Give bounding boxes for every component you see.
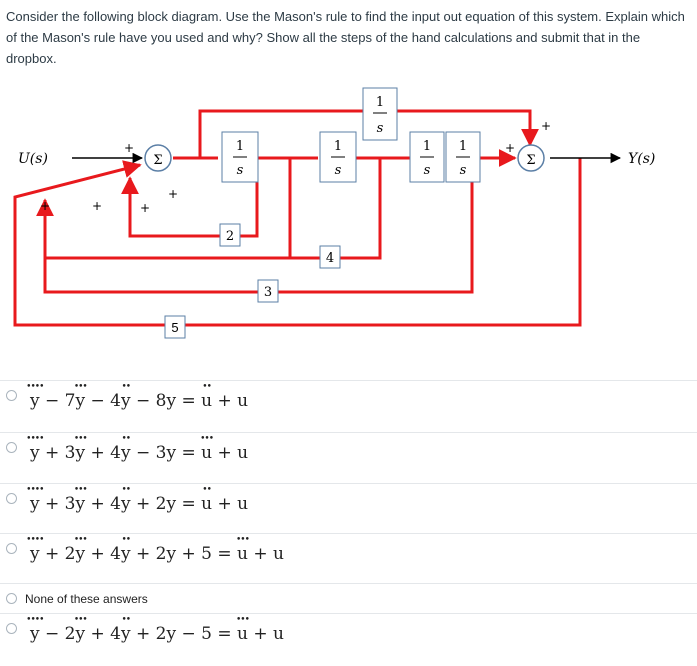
integrator-block-2 <box>320 132 356 182</box>
equation-text: + 2y + 5 = <box>130 544 237 564</box>
radio-button[interactable] <box>6 593 17 604</box>
equation-text: + 4 <box>85 494 121 514</box>
equation-text: − 3y = <box>130 443 202 463</box>
derivative-dots: •••• <box>26 615 44 625</box>
answer-option-4[interactable] <box>0 533 697 581</box>
equation-text: − 2 <box>39 624 76 644</box>
signal-paths <box>15 111 580 325</box>
derivative-dots: •••• <box>26 485 44 495</box>
svg-text:+: + <box>124 141 135 155</box>
equation-text: + u <box>212 494 249 514</box>
integrator-block-5 <box>446 132 480 182</box>
derivative-dots: ••• <box>73 382 87 392</box>
derivative-dots: •• <box>121 382 131 392</box>
integrator-block-3 <box>363 88 397 140</box>
derivative-term: u •• <box>201 382 213 411</box>
equation-text: + 2y = <box>130 494 202 514</box>
derivative-dots: ••• <box>73 485 87 495</box>
gain-block-5 <box>165 316 185 338</box>
derivative-dots: ••• <box>235 535 249 545</box>
answer-option-6[interactable] <box>0 613 697 661</box>
svg-text:+: + <box>140 201 151 215</box>
answer-equation <box>26 485 249 514</box>
equation-text: + 4 <box>85 544 121 564</box>
output-label: Y(s) <box>628 151 656 167</box>
derivative-dots: ••• <box>73 434 87 444</box>
svg-text:+: + <box>541 119 552 133</box>
derivative-term: y •• <box>120 434 131 463</box>
derivative-term: u ••• <box>200 434 214 463</box>
equation-text: − 8y = <box>130 391 202 411</box>
svg-text:1: 1 <box>333 139 343 154</box>
derivative-term: y •• <box>120 535 131 564</box>
integrator-block-4 <box>410 132 444 182</box>
equation-text: + u <box>247 544 284 564</box>
derivative-dots: •••• <box>26 535 44 545</box>
derivative-term: y •••• <box>26 615 44 644</box>
derivative-term: y •••• <box>26 434 44 463</box>
equation-text: + 3 <box>39 443 76 463</box>
svg-text:5: 5 <box>171 320 179 335</box>
derivative-term: y •• <box>120 615 131 644</box>
derivative-dots: ••• <box>73 535 87 545</box>
derivative-term: u •• <box>201 485 213 514</box>
derivative-dots: •• <box>202 382 211 392</box>
answer-option-3[interactable] <box>0 483 697 531</box>
svg-text:4: 4 <box>325 251 335 266</box>
svg-text:1: 1 <box>235 139 245 154</box>
equation-text: + u <box>212 443 249 463</box>
derivative-dots: •••• <box>26 434 44 444</box>
radio-button[interactable] <box>6 623 17 634</box>
svg-text:s: s <box>334 163 342 178</box>
svg-text:+: + <box>40 199 51 213</box>
gain-block-4 <box>320 246 340 268</box>
svg-text:s: s <box>423 163 431 178</box>
derivative-dots: •• <box>202 485 211 495</box>
derivative-dots: •• <box>121 434 131 444</box>
answer-equation <box>26 535 284 564</box>
svg-text:Σ: Σ <box>153 153 163 168</box>
derivative-dots: •• <box>121 485 131 495</box>
equation-text: − 4 <box>85 391 121 411</box>
answer-equation <box>26 382 249 411</box>
equation-text: + u <box>212 391 249 411</box>
radio-button[interactable] <box>6 493 17 504</box>
sum-junction-2 <box>518 145 544 171</box>
svg-text:1: 1 <box>422 139 432 154</box>
derivative-dots: ••• <box>235 615 249 625</box>
svg-text:s: s <box>459 163 467 178</box>
svg-text:+: + <box>92 199 103 213</box>
derivative-dots: ••• <box>200 434 214 444</box>
equation-text: + 4 <box>85 624 121 644</box>
gain-block-2 <box>220 224 240 246</box>
derivative-term: y •• <box>120 382 131 411</box>
answer-equation <box>26 434 249 463</box>
radio-button[interactable] <box>6 442 17 453</box>
svg-text:+: + <box>505 141 516 155</box>
equation-text: + 2y − 5 = <box>130 624 237 644</box>
svg-text:s: s <box>236 163 244 178</box>
question-text: Consider the following block diagram. Use the Mason's rule to find the input out equation of this system. Explain which of the Mason's rule have you used and why? Show all the steps of the hand calculations and submit that in the dropbox. <box>6 9 685 66</box>
derivative-dots: •• <box>121 615 131 625</box>
derivative-term: y •• <box>120 485 131 514</box>
radio-button[interactable] <box>6 543 17 554</box>
svg-text:1: 1 <box>375 95 385 110</box>
gain-block-3 <box>258 280 278 302</box>
sum-junction-1 <box>145 145 171 171</box>
derivative-term: y ••• <box>73 485 87 514</box>
answer-equation: None of these answers <box>25 592 148 606</box>
derivative-term: y •••• <box>26 382 44 411</box>
input-label: U(s) <box>18 151 48 167</box>
answer-equation <box>26 615 284 644</box>
equation-text: + 4 <box>85 443 121 463</box>
derivative-dots: ••• <box>73 615 87 625</box>
answer-option-2[interactable] <box>0 432 697 480</box>
derivative-term: y ••• <box>73 434 87 463</box>
derivative-term: u ••• <box>235 615 249 644</box>
derivative-term: y ••• <box>73 382 87 411</box>
derivative-term: y ••• <box>73 535 87 564</box>
svg-text:3: 3 <box>263 285 273 300</box>
derivative-term: y ••• <box>73 615 87 644</box>
derivative-term: y •••• <box>26 535 44 564</box>
answer-option-1[interactable] <box>0 380 697 428</box>
integrator-block-1 <box>222 132 258 182</box>
derivative-term: y •••• <box>26 485 44 514</box>
svg-text:1: 1 <box>458 139 468 154</box>
equation-text: + u <box>247 624 284 644</box>
equation-text: + 3 <box>39 494 76 514</box>
svg-text:s: s <box>376 121 384 136</box>
equation-text: − 7 <box>39 391 76 411</box>
svg-text:2: 2 <box>225 229 235 244</box>
derivative-dots: •• <box>121 535 131 545</box>
derivative-term: u ••• <box>235 535 249 564</box>
derivative-dots: •••• <box>26 382 44 392</box>
svg-text:Σ: Σ <box>526 153 536 168</box>
path-gain5-loop <box>15 158 580 325</box>
svg-text:+: + <box>168 187 179 201</box>
radio-button[interactable] <box>6 390 17 401</box>
equation-text: + 2 <box>39 544 76 564</box>
